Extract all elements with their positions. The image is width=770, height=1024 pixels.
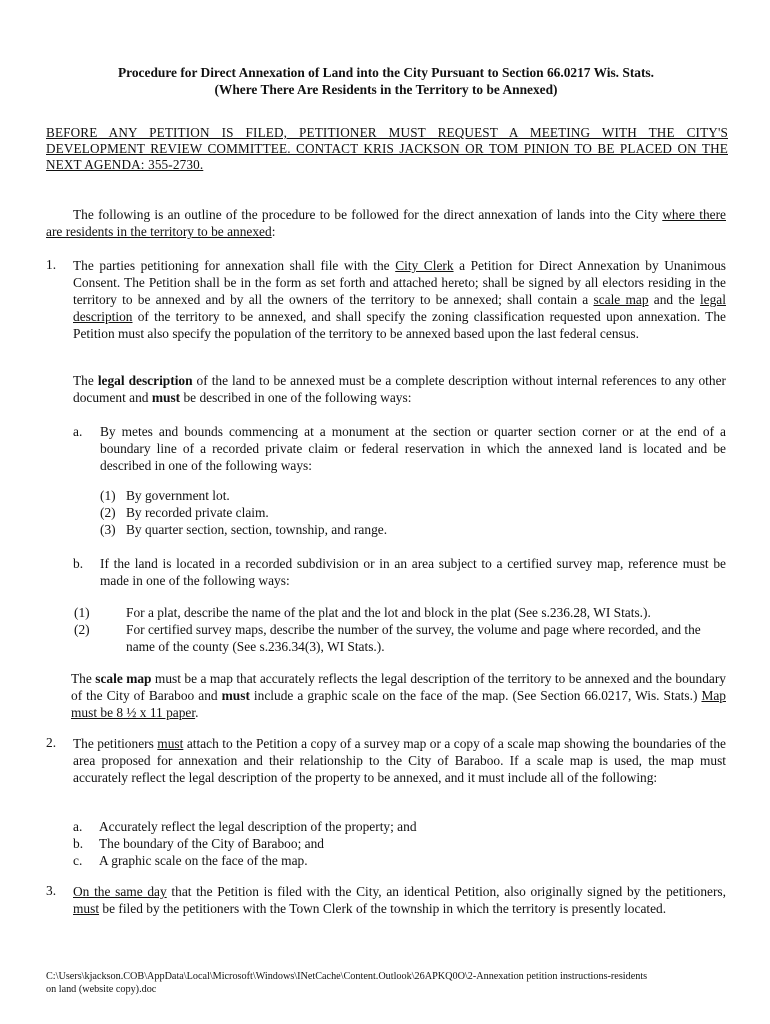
list-item-text: A graphic scale on the face of the map. xyxy=(99,853,308,868)
step-number: 1. xyxy=(46,257,57,272)
list-item-label: (2) xyxy=(74,622,90,637)
intro-paragraph xyxy=(46,206,726,240)
step-3-text xyxy=(73,883,726,917)
bold-must: must xyxy=(221,688,250,703)
list-item-text: By quarter section, section, township, and range. xyxy=(126,522,388,537)
list-item-label: c. xyxy=(73,853,83,868)
text-run: . xyxy=(195,705,199,720)
text-run: The xyxy=(73,373,98,388)
text-run: attach to the Petition a copy of a survey map or a copy of a scale map showing the boundaries of the area proposed for annexation and their relationship to the City of Baraboo. If a scale map is used, the map must accurately reflect the legal description of the property to be annexed, and it must include all of the following: xyxy=(73,736,726,785)
text-run: must be a map that accurately reflects the legal description of the territory to be annexed and the boundary of the City of Baraboo and xyxy=(71,671,726,703)
list-item xyxy=(100,521,726,538)
text-run: be described in one of the following ways: xyxy=(180,390,412,405)
list-item xyxy=(74,621,726,655)
list-item-label: (1) xyxy=(100,488,116,503)
list-item-text: For a plat, describe the name of the plat and the lot and block in the plat (See s.236.28, WI Stats.). xyxy=(126,605,651,620)
option-label: b. xyxy=(73,556,84,571)
underlined-must: must xyxy=(73,901,100,916)
list-item-text: The boundary of the City of Baraboo; and xyxy=(99,836,324,851)
footer-line-1: C:\Users\kjackson.COB\AppData\Local\Microsoft\Windows\INetCache\Content.Outlook\26APKQ0O\2-Annexation petition instructions-residents xyxy=(46,971,648,982)
option-label: a. xyxy=(73,424,83,439)
option-a-text: By metes and bounds commencing at a monument at the section or quarter section corner or at the end of a boundary line of a recorded private claim or federal reservation in which the annexed land is located and be described in one of the following ways: xyxy=(100,424,726,473)
bold-legal-description: legal description xyxy=(97,373,193,388)
scale-map-ref: scale map xyxy=(593,292,649,307)
title-line-2: (Where There Are Residents in the Territory to be Annexed) xyxy=(214,82,558,97)
option-b-list xyxy=(74,604,726,655)
option-b-text: If the land is located in a recorded subdivision or in an area subject to a certified survey map, reference must be made in one of the following ways: xyxy=(100,556,726,588)
list-item-label: (2) xyxy=(100,505,116,520)
text-run: The xyxy=(71,671,96,686)
footer-line-2: on land (website copy).doc xyxy=(46,984,157,995)
text-run: a Petition for Direct Annexation by Unanimous Consent. The Petition shall be in the form as set forth and attached hereto; shall be signed by all electors residing in the territory to be annexed and by all the owners of the territory to be annexed; shall contain a xyxy=(73,258,726,307)
scale-map-paragraph xyxy=(71,670,726,721)
title-line-1: Procedure for Direct Annexation of Land into the City Pursuant to Section 66.0217 Wis. Stats. xyxy=(117,65,654,80)
paper-size-note: Map must be 8 ½ x 11 paper xyxy=(71,688,726,720)
same-day-phrase: On the same day xyxy=(73,884,167,899)
list-item-text: By government lot. xyxy=(126,488,230,503)
list-item-label: (1) xyxy=(74,605,90,620)
text-run: of the territory to be annexed, and shall specify the zoning classification requested upon annexation. The Petition must also specify the population of the territory to be annexed based upon the last federal census. xyxy=(73,309,726,341)
text-run: The parties petitioning for annexation shall file with the xyxy=(73,258,396,273)
map-requirements-list xyxy=(73,818,726,869)
city-clerk-ref: City Clerk xyxy=(395,258,454,273)
step-number: 2. xyxy=(46,735,57,750)
legal-description-paragraph xyxy=(73,372,726,406)
option-a-list xyxy=(100,487,726,538)
list-item-label: (3) xyxy=(100,522,116,537)
list-item xyxy=(73,852,726,869)
legal-description-ref: legal description xyxy=(73,292,726,324)
list-item xyxy=(100,487,726,504)
step-number: 3. xyxy=(46,883,57,898)
text-run: and the xyxy=(648,292,700,307)
text-run: of the land to be annexed must be a complete description without internal references to any other document and xyxy=(73,373,726,405)
text-run: include a graphic scale on the face of the map. (See Section 66.0217, Wis. Stats.) xyxy=(249,688,702,703)
list-item xyxy=(100,504,726,521)
bold-scale-map: scale map xyxy=(95,671,152,686)
list-item-text: Accurately reflect the legal description of the property; and xyxy=(99,819,417,834)
file-path-footer xyxy=(46,970,726,996)
list-item xyxy=(73,818,726,835)
list-item-text: By recorded private claim. xyxy=(126,505,269,520)
list-item xyxy=(74,604,726,621)
intro-end: : xyxy=(271,224,276,239)
underlined-must: must xyxy=(157,736,184,751)
step-2-text xyxy=(73,735,726,786)
list-item-label: a. xyxy=(73,819,83,834)
meeting-notice: BEFORE ANY PETITION IS FILED, PETITIONER MUST REQUEST A MEETING WITH THE CITY'S DEVELOPMENT REVIEW COMMITTEE. CONTACT KRIS JACKSON OR TOM PINION TO BE PLACED ON THE NEXT AGENDA: 355-2730. xyxy=(46,125,728,172)
intro-text: The following is an outline of the procedure to be followed for the direct annexation of lands into the City xyxy=(73,207,663,222)
list-item-text: For certified survey maps, describe the number of the survey, the volume and page where recorded, and the name of the county (See s.236.34(3), WI Stats.). xyxy=(126,622,701,654)
text-run: The petitioners xyxy=(73,736,158,751)
list-item-label: b. xyxy=(73,836,84,851)
intro-underlined: where there are residents in the territory to be annexed xyxy=(46,207,726,239)
step-1-text xyxy=(73,257,726,342)
document-title xyxy=(46,64,726,98)
list-item xyxy=(73,835,726,852)
text-run: be filed by the petitioners with the Town Clerk of the township in which the territory is presently located. xyxy=(99,901,667,916)
bold-must: must xyxy=(151,390,181,405)
text-run: that the Petition is filed with the City, an identical Petition, also originally signed by the petitioners, xyxy=(166,884,726,899)
